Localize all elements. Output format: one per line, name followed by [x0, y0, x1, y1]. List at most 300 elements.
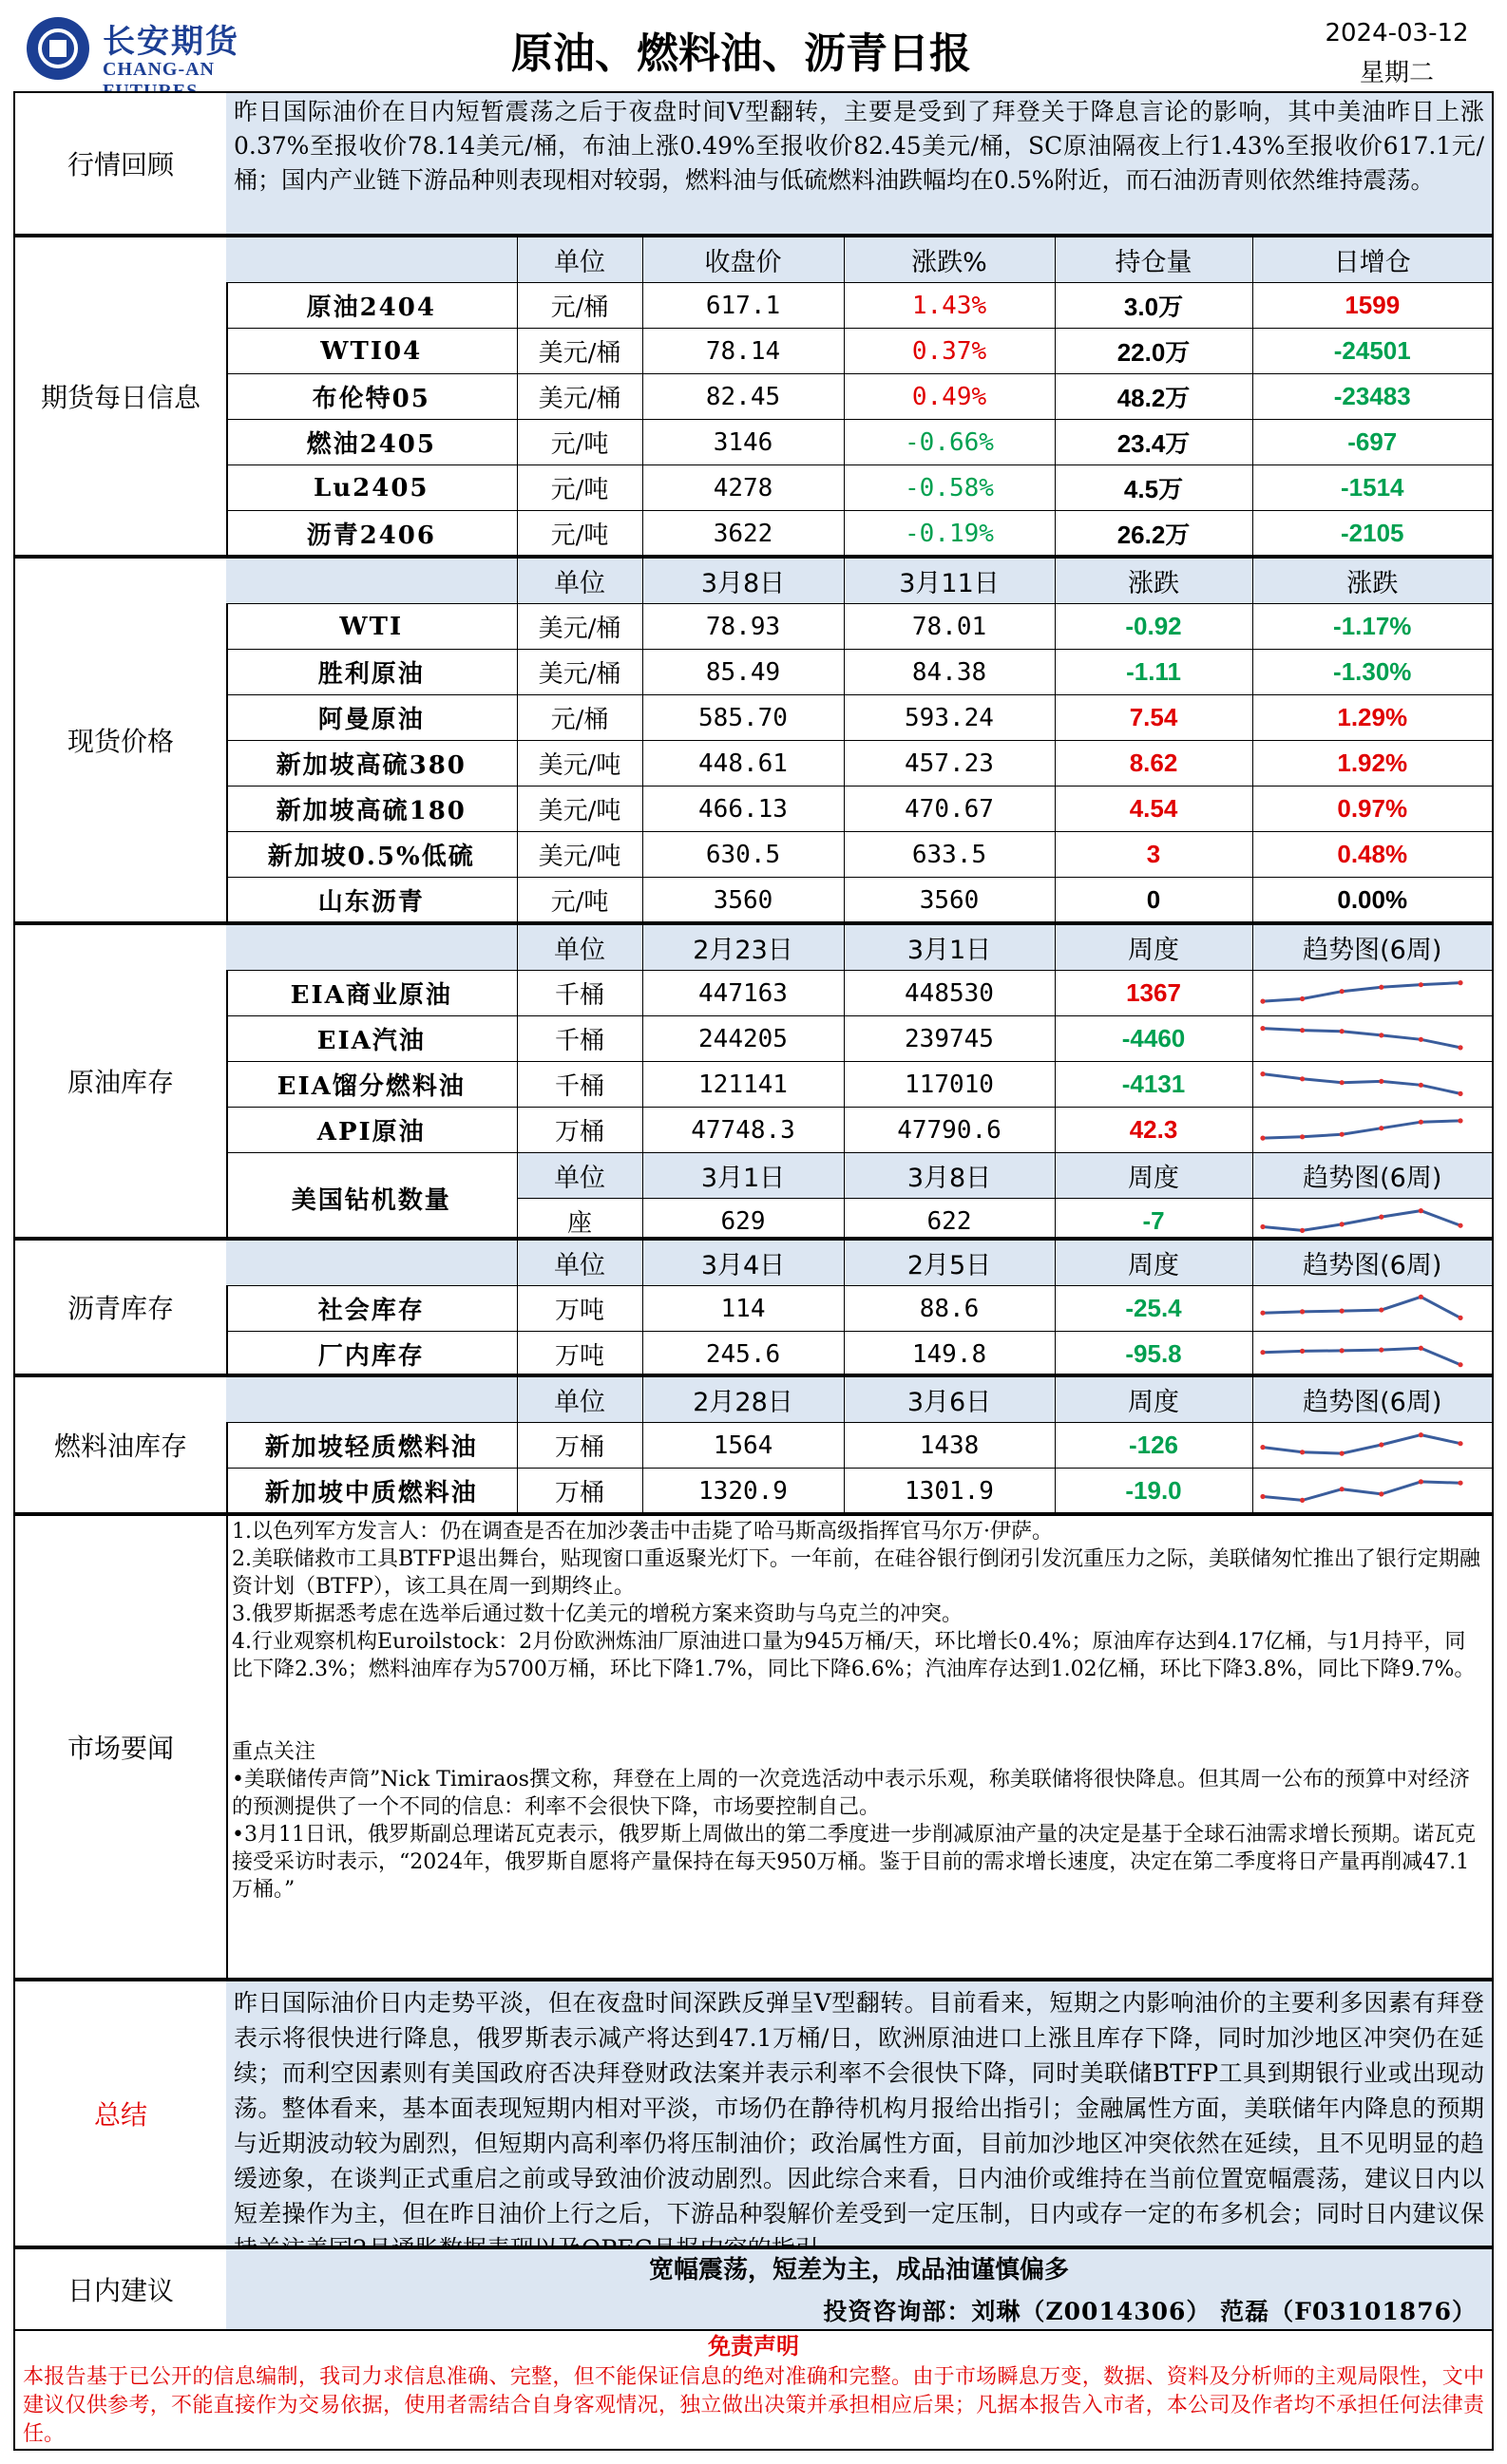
- trend-chart-cell: [1252, 1016, 1492, 1062]
- open-interest: 3.0万: [1055, 283, 1252, 329]
- close-price: 3622: [642, 511, 844, 557]
- column-header: 趋势图(6周): [1252, 1153, 1492, 1199]
- focus-item: •3月11日讯，俄罗斯副总理诺瓦克表示，俄罗斯上周做出的第二季度进一步削减原油产量的决定是基于全球石油需求增长预期。诺瓦克接受采访时表示，“2024年，俄罗斯自愿将产量保持在每天950万桶。鉴于目前的需求增长速度，决定在第二季度将日产量再削减47.1万桶。”: [232, 1823, 1476, 1902]
- column-header: 2月28日: [642, 1377, 844, 1423]
- unit-cell: 万桶: [517, 1469, 642, 1514]
- trend-point: [1300, 1498, 1305, 1503]
- unit-cell: 美元/吨: [517, 787, 642, 832]
- market-review-label: 行情回顾: [15, 93, 228, 234]
- report-date: 2024-03-12: [1325, 19, 1469, 47]
- spot-name: 阿曼原油: [226, 695, 517, 741]
- table-row: [226, 374, 1492, 420]
- column-header: 日增仓: [1252, 237, 1492, 283]
- change-percent: 1.43%: [844, 283, 1055, 329]
- trend-point: [1339, 1132, 1344, 1137]
- contract-name: 沥青2406: [226, 511, 517, 557]
- inventory-name: EIA馏分燃料油: [226, 1062, 517, 1108]
- table-row: [226, 1062, 1492, 1108]
- rig-header-row: [226, 1153, 1492, 1199]
- rig-period2: 622: [844, 1199, 1055, 1244]
- market-news-body: [226, 1516, 1492, 1905]
- open-interest: 48.2万: [1055, 374, 1252, 420]
- price-day2: 457.23: [844, 741, 1055, 787]
- table-row: [226, 1423, 1492, 1469]
- trend-point: [1339, 1487, 1344, 1491]
- weekly-change: 42.3: [1055, 1108, 1252, 1153]
- asphalt-inventory-table: [226, 1241, 1492, 1376]
- news-item: 1.以色列军方发言人：仍在调查是否在加沙袭击中击毙了哈马斯高级指挥官马尔万·伊萨。: [232, 1520, 1053, 1544]
- inventory-name: EIA汽油: [226, 1016, 517, 1062]
- disclaimer-text: 本报告基于已公开的信息编制，我司力求信息准确、完整，但不能保证信息的绝对准确和完整。由于市场瞬息万变，数据、资料及分析师的主观局限性，文中建议仅供参考，不能直接作为交易依据，使用者需结合自身客观情况，独立做出决策并承担相应后果；凡据本报告入市者，本公司及作者均不承担任何法律责任。: [23, 2365, 1484, 2446]
- change-percent: -0.66%: [844, 420, 1055, 465]
- unit-cell: 美元/吨: [517, 832, 642, 878]
- price-day2: 3560: [844, 878, 1055, 923]
- column-header: 3月8日: [844, 1153, 1055, 1199]
- table-row: [226, 695, 1492, 741]
- trend-chart-cell: [1252, 1469, 1492, 1514]
- consultant-info: 投资咨询部：刘琳（Z0014306） 范磊（F03101876）: [226, 2291, 1492, 2329]
- inventory-period2: 47790.6: [844, 1108, 1055, 1153]
- price-day1: 448.61: [642, 741, 844, 787]
- trend-point: [1458, 1316, 1462, 1320]
- column-header: 3月8日: [642, 559, 844, 604]
- trend-point: [1339, 1029, 1344, 1033]
- column-header: 涨跌%: [844, 237, 1055, 283]
- trend-point: [1339, 1080, 1344, 1085]
- trend-point: [1300, 996, 1305, 1001]
- trend-point: [1418, 1479, 1422, 1484]
- weekly-change: -4131: [1055, 1062, 1252, 1108]
- trend-chart-cell: [1252, 1286, 1492, 1332]
- inventory-period2: 1301.9: [844, 1469, 1055, 1514]
- column-header: 周度: [1055, 1377, 1252, 1423]
- trend-point: [1458, 1441, 1462, 1446]
- table-row: [226, 1332, 1492, 1377]
- trend-point: [1300, 1076, 1305, 1081]
- market-news-label: 市场要闻: [15, 1516, 228, 1978]
- inventory-period1: 121141: [642, 1062, 844, 1108]
- close-price: 617.1: [642, 283, 844, 329]
- inventory-period1: 114: [642, 1286, 844, 1332]
- trend-sparkline: [1259, 1429, 1464, 1461]
- column-header: [226, 1241, 517, 1286]
- focus-title: 重点关注: [232, 1740, 316, 1764]
- weekly-change: -126: [1055, 1423, 1252, 1469]
- price-change: 7.54: [1055, 695, 1252, 741]
- open-interest: 23.4万: [1055, 420, 1252, 465]
- table-row: [226, 420, 1492, 465]
- inventory-period2: 149.8: [844, 1332, 1055, 1377]
- unit-cell: 美元/吨: [517, 741, 642, 787]
- contract-name: Lu2405: [226, 465, 517, 511]
- table-header-row: [226, 237, 1492, 283]
- trend-point: [1260, 1071, 1265, 1076]
- trend-point: [1458, 1223, 1462, 1228]
- unit-cell: 元/桶: [517, 283, 642, 329]
- trend-sparkline: [1259, 976, 1464, 1009]
- price-day2: 78.01: [844, 604, 1055, 650]
- contract-name: 燃油2405: [226, 420, 517, 465]
- column-header: 周度: [1055, 1241, 1252, 1286]
- trend-point: [1458, 1481, 1462, 1486]
- column-header: [226, 925, 517, 971]
- intraday-advice-section: [13, 2247, 1494, 2331]
- open-interest: 4.5万: [1055, 465, 1252, 511]
- crude-inventory-section: [13, 923, 1494, 1239]
- spot-name: 新加坡高硫180: [226, 787, 517, 832]
- price-day1: 466.13: [642, 787, 844, 832]
- unit-cell: 元/桶: [517, 695, 642, 741]
- change-percent: -0.58%: [844, 465, 1055, 511]
- trend-sparkline: [1259, 1474, 1464, 1507]
- summary-text: 昨日国际油价日内走势平淡，但在夜盘时间深跌反弹呈V型翻转。目前看来，短期之内影响油价的主要利多因素有拜登表示将很快进行降息，俄罗斯表示减产将达到47.1万桶/日，欧洲原油进口上涨且库存下降，同时加沙地区冲突仍在延续；而利空因素则有美国政府否决拜登财政法案并表示利率不会很快下降，同时美联储BTFP工具到期银行业或出现动荡。整体看来，基本面表现短期内相对平淡，市场仍在静待机构月报给出指引；金融属性方面，美联储年内降息的预期与近期波动较为剧烈，但短期内高利率仍将压制油价；政治属性方面，目前加沙地区冲突依然在延续，且不见明显的趋缓迹象，在谈判正式重启之前或导致油价波动剧烈。因此综合来看，日内油价或维持在当前位置宽幅震荡，建议日内以短差操作为主，但在昨日油价上行之后，下游品种裂解价差受到一定压制，日内或存一定的布多机会；同时日内建议保: [234, 1989, 1484, 2227]
- trend-sparkline: [1259, 1113, 1464, 1146]
- rig-count-name: 美国钻机数量: [226, 1153, 517, 1244]
- inventory-name: 社会库存: [226, 1286, 517, 1332]
- trend-point: [1458, 1362, 1462, 1367]
- inventory-period1: 244205: [642, 1016, 844, 1062]
- intraday-advice-label: 日内建议: [15, 2249, 228, 2329]
- table-header-row: [226, 559, 1492, 604]
- price-day2: 470.67: [844, 787, 1055, 832]
- trend-point: [1339, 1451, 1344, 1456]
- rig-period1: 629: [642, 1199, 844, 1244]
- column-header: 3月6日: [844, 1377, 1055, 1423]
- unit-cell: 万吨: [517, 1332, 642, 1377]
- inventory-period1: 47748.3: [642, 1108, 844, 1153]
- trend-line: [1263, 1482, 1460, 1501]
- trend-chart-cell: [1252, 1199, 1492, 1244]
- price-change: -1.11: [1055, 650, 1252, 695]
- trend-sparkline: [1259, 1204, 1464, 1237]
- trend-point: [1418, 1083, 1422, 1088]
- report-title: 原油、燃料油、沥青日报: [511, 29, 971, 78]
- market-review-section: [13, 91, 1494, 236]
- contract-name: WTI04: [226, 329, 517, 374]
- spot-section: [13, 557, 1494, 923]
- trend-chart-cell: [1252, 971, 1492, 1016]
- trend-point: [1379, 1079, 1383, 1084]
- trend-point: [1379, 1442, 1383, 1447]
- logo-cn-text: 长安期货: [103, 23, 239, 61]
- price-change: 8.62: [1055, 741, 1252, 787]
- trend-line: [1263, 1435, 1460, 1454]
- inventory-period2: 117010: [844, 1062, 1055, 1108]
- table-row: [226, 283, 1492, 329]
- trend-line: [1263, 983, 1460, 1002]
- trend-point: [1458, 1118, 1462, 1123]
- trend-point: [1260, 1136, 1265, 1141]
- column-header: [226, 237, 517, 283]
- trend-point: [1379, 1215, 1383, 1220]
- price-change: 3: [1055, 832, 1252, 878]
- trend-sparkline: [1259, 1292, 1464, 1324]
- trend-point: [1260, 1224, 1265, 1229]
- news-spacer: [232, 1683, 1486, 1738]
- trend-point: [1379, 1491, 1383, 1496]
- trend-point: [1339, 1222, 1344, 1226]
- company-emblem-icon: [27, 17, 89, 80]
- column-header: 周度: [1055, 1153, 1252, 1199]
- trend-chart-cell: [1252, 1423, 1492, 1469]
- inventory-period2: 1438: [844, 1423, 1055, 1469]
- column-header: 3月1日: [844, 925, 1055, 971]
- asphalt-inventory-label: 沥青库存: [15, 1241, 228, 1374]
- trend-point: [1300, 1349, 1305, 1354]
- column-header: [226, 1377, 517, 1423]
- price-change-percent: 0.48%: [1252, 832, 1492, 878]
- spot-name: 新加坡高硫380: [226, 741, 517, 787]
- trend-point: [1260, 1350, 1265, 1355]
- inventory-period2: 88.6: [844, 1286, 1055, 1332]
- table-row: [226, 1469, 1492, 1514]
- trend-point: [1418, 982, 1422, 987]
- table-row: [226, 1016, 1492, 1062]
- asphalt-inventory-section: [13, 1239, 1494, 1375]
- unit-cell: 元/吨: [517, 878, 642, 923]
- table-row: [226, 878, 1492, 923]
- column-header: 单位: [517, 1241, 642, 1286]
- unit-cell: 美元/桶: [517, 329, 642, 374]
- trend-chart-cell: [1252, 1062, 1492, 1108]
- price-change-percent: 0.97%: [1252, 787, 1492, 832]
- close-price: 78.14: [642, 329, 844, 374]
- news-item: 4.行业观察机构Euroilstock：2月份欧洲炼油厂原油进口量为945万桶/天，环比增长0.4%；原油库存达到4.17亿桶，与1月持平，同比下降2.3%；燃料油库存为5700万桶，环比下降1.7%，同比下降6.6%；汽油库存达到1.02亿桶，环比下降3.8%，同比下降9.7%。: [232, 1630, 1476, 1681]
- price-change: 4.54: [1055, 787, 1252, 832]
- daily-oi-change: -2105: [1341, 519, 1404, 547]
- trend-point: [1379, 1348, 1383, 1353]
- trend-point: [1458, 1091, 1462, 1096]
- fuel-inventory-label: 燃料油库存: [15, 1377, 228, 1512]
- unit-cell: 万吨: [517, 1286, 642, 1332]
- table-header-row: [226, 1377, 1492, 1423]
- close-price: 3146: [642, 420, 844, 465]
- fuel-inventory-table: [226, 1377, 1492, 1513]
- trend-point: [1300, 1228, 1305, 1233]
- trend-point: [1418, 1037, 1422, 1042]
- column-header: 周度: [1055, 925, 1252, 971]
- price-day1: 585.70: [642, 695, 844, 741]
- trend-point: [1379, 985, 1383, 990]
- futures-section: [13, 236, 1494, 557]
- summary-section: [13, 1980, 1494, 2247]
- weekly-change: -4460: [1055, 1016, 1252, 1062]
- change-percent: -0.19%: [844, 511, 1055, 557]
- price-day1: 630.5: [642, 832, 844, 878]
- column-header: 涨跌: [1252, 559, 1492, 604]
- trend-point: [1379, 1126, 1383, 1130]
- table-row: [226, 1286, 1492, 1332]
- news-item: 2.美联储救市工具BTFP退出舞台，贴现窗口重返聚光灯下。一年前，在硅谷银行倒闭引发沉重压力之际，美联储匆忙推出了银行定期融资计划（BTFP），该工具在周一到期终止。: [232, 1547, 1480, 1599]
- table-row: [226, 604, 1492, 650]
- trend-point: [1379, 1307, 1383, 1312]
- table-row: [226, 1108, 1492, 1153]
- trend-line: [1263, 1029, 1460, 1048]
- news-item: 3.俄罗斯据悉考虑在选举后通过数十亿美元的增税方案来资助与乌克兰的冲突。: [232, 1602, 963, 1626]
- weekly-change: -19.0: [1055, 1469, 1252, 1514]
- intraday-advice-text: 宽幅震荡，短差为主，成品油谨慎偏多: [226, 2249, 1492, 2292]
- daily-oi-change: -23483: [1252, 374, 1492, 420]
- inventory-period1: 1564: [642, 1423, 844, 1469]
- column-header: 单位: [517, 925, 642, 971]
- unit-cell: 千桶: [517, 1016, 642, 1062]
- change-percent: 0.37%: [844, 329, 1055, 374]
- unit-cell: 美元/桶: [517, 650, 642, 695]
- price-day2: 633.5: [844, 832, 1055, 878]
- inventory-period1: 447163: [642, 971, 844, 1016]
- price-change-percent: 0.00%: [1337, 885, 1408, 914]
- unit-cell: 元/吨: [517, 465, 642, 511]
- inventory-period2: 239745: [844, 1016, 1055, 1062]
- unit-cell: 美元/桶: [517, 374, 642, 420]
- price-change: -0.92: [1055, 604, 1252, 650]
- trend-line: [1263, 1121, 1460, 1138]
- inventory-name: 新加坡中质燃料油: [226, 1469, 517, 1514]
- table-header-row: [226, 925, 1492, 971]
- daily-oi-change: -24501: [1252, 329, 1492, 374]
- trend-point: [1260, 1494, 1265, 1499]
- unit-cell: 万桶: [517, 1108, 642, 1153]
- trend-point: [1260, 1445, 1265, 1450]
- daily-oi-change: -1514: [1252, 465, 1492, 511]
- column-header: 2月23日: [642, 925, 844, 971]
- trend-point: [1260, 1026, 1265, 1031]
- trend-point: [1418, 1346, 1422, 1351]
- price-change-percent: -1.30%: [1252, 650, 1492, 695]
- column-header: 收盘价: [642, 237, 844, 283]
- unit-cell: 千桶: [517, 971, 642, 1016]
- fuel-inventory-section: [13, 1375, 1494, 1514]
- crude-inventory-table: [226, 925, 1492, 1244]
- table-row: [226, 741, 1492, 787]
- weekly-change: 1367: [1055, 971, 1252, 1016]
- daily-oi-change: -697: [1252, 420, 1492, 465]
- column-header: 持仓量: [1055, 237, 1252, 283]
- column-header: 单位: [517, 559, 642, 604]
- inventory-name: 新加坡轻质燃料油: [226, 1423, 517, 1469]
- disclaimer-title: 免责声明: [708, 2332, 799, 2360]
- trend-line: [1263, 1297, 1460, 1317]
- unit-cell: 座: [517, 1199, 642, 1244]
- column-header: 趋势图(6周): [1252, 1377, 1492, 1423]
- inventory-period1: 1320.9: [642, 1469, 844, 1514]
- open-interest: 26.2万: [1055, 511, 1252, 557]
- inventory-period1: 245.6: [642, 1332, 844, 1377]
- inventory-name: 厂内库存: [226, 1332, 517, 1377]
- weekly-change: -95.8: [1055, 1332, 1252, 1377]
- futures-label: 期货每日信息: [15, 237, 228, 555]
- trend-sparkline: [1259, 1068, 1464, 1100]
- table-row: [226, 832, 1492, 878]
- column-header: 单位: [517, 1377, 642, 1423]
- trend-line: [1263, 1074, 1460, 1094]
- trend-point: [1260, 999, 1265, 1004]
- trend-point: [1339, 989, 1344, 994]
- spot-name: 胜利原油: [226, 650, 517, 695]
- trend-point: [1418, 1208, 1422, 1213]
- trend-point: [1458, 980, 1462, 985]
- spot-name: 新加坡0.5%低硫: [226, 832, 517, 878]
- trend-point: [1300, 1309, 1305, 1314]
- close-price: 4278: [642, 465, 844, 511]
- inventory-name: API原油: [226, 1108, 517, 1153]
- column-header: 单位: [517, 237, 642, 283]
- price-change-percent: -1.17%: [1252, 604, 1492, 650]
- trend-point: [1458, 1045, 1462, 1050]
- market-review-text: 昨日国际油价在日内短暂震荡之后于夜盘时间V型翻转，主要是受到了拜登关于降息言论的影响，其中美油昨日上涨0.37%至报收价78.14美元/桶，布油上涨0.49%至报收价82.45美元/桶，SC原油隔夜上行1.43%至报收价617.1元/桶；国内产业链下游品种则表现相对较弱，燃料油与低硫燃料油跌幅均在0.5%附近，而石油沥青则依然维持震荡。: [234, 98, 1484, 194]
- table-row: [226, 971, 1492, 1016]
- trend-point: [1418, 1432, 1422, 1437]
- contract-name: 布伦特05: [226, 374, 517, 420]
- contract-name: 原油2404: [226, 283, 517, 329]
- trend-point: [1300, 1134, 1305, 1139]
- table-row: [226, 650, 1492, 695]
- column-header: 2月5日: [844, 1241, 1055, 1286]
- column-header: 3月11日: [844, 559, 1055, 604]
- price-day1: 78.93: [642, 604, 844, 650]
- spot-name: WTI: [226, 604, 517, 650]
- column-header: 涨跌: [1055, 559, 1252, 604]
- inventory-period2: 448530: [844, 971, 1055, 1016]
- table-row: [226, 787, 1492, 832]
- trend-point: [1418, 1120, 1422, 1125]
- disclaimer-section: [13, 2329, 1494, 2451]
- trend-point: [1339, 1348, 1344, 1353]
- daily-oi-change: 1599: [1252, 283, 1492, 329]
- weekly-change: -25.4: [1055, 1286, 1252, 1332]
- market-news-section: [13, 1514, 1494, 1980]
- table-row: [226, 511, 1492, 557]
- unit-cell: 千桶: [517, 1062, 642, 1108]
- price-change-percent: 1.92%: [1252, 741, 1492, 787]
- trend-point: [1260, 1311, 1265, 1316]
- trend-line: [1263, 1348, 1460, 1364]
- table-row: [226, 329, 1492, 374]
- price-change: 0: [1055, 878, 1252, 923]
- crude-inventory-label: 原油库存: [15, 925, 228, 1237]
- futures-table: [226, 237, 1492, 556]
- price-day2: 84.38: [844, 650, 1055, 695]
- spot-name: 山东沥青: [226, 878, 517, 923]
- unit-cell: 元/吨: [517, 420, 642, 465]
- column-header: 单位: [517, 1153, 642, 1199]
- weekly-change: -7: [1055, 1199, 1252, 1244]
- report-weekday: 星期二: [1359, 59, 1434, 87]
- summary-label: 总结: [15, 1981, 228, 2246]
- company-logo: [21, 9, 268, 87]
- unit-cell: 美元/桶: [517, 604, 642, 650]
- spot-table: [226, 559, 1492, 922]
- focus-item: •美联储传声筒”Nick Timiraos撰文称，拜登在上周的一次竞选活动中表示乐观，称美联储将很快降息。但其周一公布的预算中对经济的预测提供了一个不同的信息：利率不会很快下降，市场要控制自己。: [232, 1768, 1470, 1819]
- table-row: [226, 465, 1492, 511]
- price-day1: 3560: [642, 878, 844, 923]
- price-change-percent: 1.29%: [1252, 695, 1492, 741]
- trend-sparkline: [1259, 1337, 1464, 1370]
- trend-sparkline: [1259, 1022, 1464, 1054]
- price-day1: 85.49: [642, 650, 844, 695]
- inventory-name: EIA商业原油: [226, 971, 517, 1016]
- spot-label: 现货价格: [15, 559, 228, 921]
- trend-point: [1300, 1450, 1305, 1454]
- trend-point: [1418, 1295, 1422, 1299]
- unit-cell: 元/吨: [517, 511, 642, 557]
- change-percent: 0.49%: [844, 374, 1055, 420]
- column-header: 3月1日: [642, 1153, 844, 1199]
- trend-chart-cell: [1252, 1108, 1492, 1153]
- unit-cell: 万桶: [517, 1423, 642, 1469]
- trend-point: [1300, 1028, 1305, 1033]
- table-header-row: [226, 1241, 1492, 1286]
